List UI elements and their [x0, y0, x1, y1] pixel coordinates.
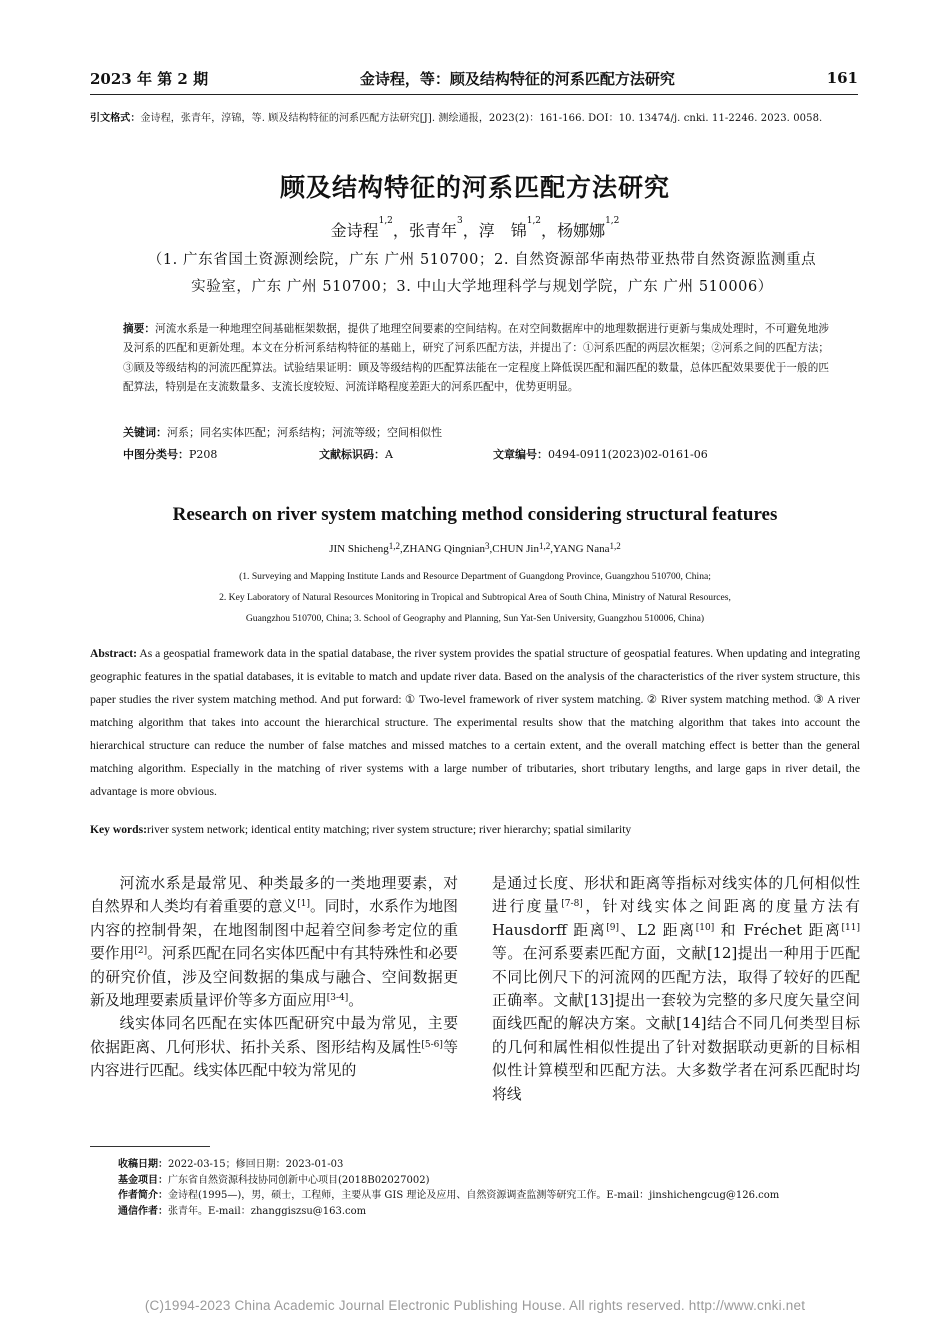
body-paragraph: 河流水系是最常见、种类最多的一类地理要素，对自然界和人类均有着重要的意义[1]。同时，水系作为地图内容的控制骨架，在地图制图中起着空间参考定位的重要作用[2]。河系匹配在同名实体匹配中有其特殊性和必要的研究价值，涉及空间数据的集成与融合、空间数据更新及地理要素质量评价等多方面应用[3-4]。: [90, 875, 458, 1010]
affiliation-chinese: [122, 247, 842, 301]
body-paragraph: 是通过长度、形状和距离等指标对线实体的几何相似性进行度量[7-8]，针对线实体之间距离的度量方法有 Hausdorff 距离[9]、L2 距离[10] 和 Fréchet 距离[11]等。在河系要素匹配方面，文献[12]提出一种用于匹配不同比例尺下的河流网的匹配方法，取得了较好的匹配正确率。文献[13]提出一套较为完整的多尺度矢量空间面线匹配的解决方案。文献[14]结合不同几何类型目标的几何和属性相似性提出了针对数据联动更新的目标相似性计算模型和匹配方法。大多数学者在河系匹配时均将线: [492, 875, 860, 1103]
citation-block: [90, 108, 860, 129]
author-cn: 金诗程$^{1,2}$，: [330, 216, 409, 240]
abstract-english: [90, 642, 860, 803]
title-english: Research on river system matching method considering structural features: [172, 504, 778, 525]
running-header: [90, 64, 858, 92]
footnote-item: 作者简介： 金诗程(1995—)，男，硕士，工程师，主要从事 GIS 理论及应用、自然资源调查监测等研究工作。E-mail：jinshichengcug@126.com: [118, 1190, 780, 1202]
clc-number: 中图分类号：P208: [123, 448, 218, 461]
affiliation-line: Guangzhou 510700, China; 3. School of Geography and Planning, Sun Yat-Sen University, Guangzhou 510006, China): [245, 613, 705, 624]
affiliation-line: 实验室，广东 广州 510700；3. 中山大学地理科学与规划学院，广东 广州 510006）: [191, 279, 773, 295]
citation-text: 金诗程，张青年，淳锦，等. 顾及结构特征的河系匹配方法研究[J]. 测绘通报，2023(2)：161-166. DOI：10. 13474/j. cnki. 11-2246. 2023. 0058.: [140, 113, 823, 124]
abstract-en-label: Abstract:: [90, 647, 138, 660]
authors-chinese: [0, 218, 950, 241]
page-number: 161: [826, 69, 858, 87]
running-title: 金诗程，等：顾及结构特征的河系匹配方法研究: [359, 69, 675, 88]
copyright-watermark: (C)1994-2023 China Academic Journal Electronic Publishing House. All rights reserved. http://www.cnki.net: [144, 1298, 806, 1313]
keywords-en-text: river system network; identical entity matching; river system structure; river hierarchy; spatial similarity: [147, 823, 632, 836]
body-column-right: [492, 872, 860, 1106]
abstract-cn-label: 摘要：: [123, 323, 156, 335]
keywords-cn-text: 河系；同名实体匹配；河系结构；河流等级；空间相似性: [167, 426, 442, 439]
author-en: YANG Nana$^{1,2}$: [553, 541, 621, 555]
footnotes: [118, 1157, 860, 1219]
author-cn: 杨娜娜$^{1,2}$: [557, 216, 620, 240]
header-rule: [90, 94, 858, 95]
footnote-item: 基金项目： 广东省自然资源科技协同创新中心项目(2018B02027002): [118, 1174, 430, 1186]
abstract-chinese: [123, 320, 829, 398]
author-en: ZHANG Qingnian$^3$,: [402, 541, 493, 555]
body-column-left: [90, 872, 458, 1083]
affiliation-line: （1. 广东省国土资源测绘院，广东 广州 510700；2. 自然资源部华南热带亚热带自然资源监测重点: [147, 252, 817, 268]
affiliation-line: 2. Key Laboratory of Natural Resources Monitoring in Tropical and Subtropical Area of South China, Ministry of Natural Resources,: [219, 592, 731, 603]
keywords-en-label: Key words:: [90, 823, 147, 836]
document-code: 文献标识码：A: [319, 448, 393, 461]
abstract-cn-text: 河流水系是一种地理空间基础框架数据，提供了地理空间要素的空间结构。在对空间数据库中的地理数据进行更新与集成处理时，不可避免地涉及河系的匹配和更新处理。本文在分析河系结构特征的基础上，研究了河系匹配方法，并提出了：①河系匹配的两层次框架；②河系之间的匹配方法；③顾及等级结构的河流匹配算法。试验结果证明：顾及等级结构的匹配算法能在一定程度上降低误匹配和漏匹配的数量，总体匹配效果要优于一般的匹配算法，特别是在支流数量多、支流长度较短、河流详略程度差距大的河系匹配中，优势更明显。: [123, 323, 830, 394]
footnote-item: 收稿日期： 2022-03-15；修回日期：2023-01-03: [118, 1159, 344, 1170]
affiliation-line: (1. Surveying and Mapping Institute Lands and Resource Department of Guangdong Province, Guangzhou 510700, China;: [239, 571, 711, 582]
author-cn: 淳 锦$^{1,2}$，: [478, 216, 558, 240]
abstract-en-text: As a geospatial framework data in the spatial database, the river system provides the spatial structure of geospatial features. When updating and integrating geographic features in the spatial databases, it is evitable to match and update river data. Based on the analysis of the characteristics of the river system structure, this paper studies the river system matching method. And put forward: ① Two-level framework of river system matching. ② River system matching method. ③ A river matching algorithm that takes into account the hierarchical structure. The experimental results show that the matching algorithm that takes into account the hierarchical structure can reduce the number of false matches and missed matches to a certain extent, and the overall matching effect is better than the general matching algorithm. Especially in the matching of river systems with a large number of tributaries, short tributary lengths, and large gaps in river detail, the advantage is more obvious.: [90, 647, 860, 798]
article-number: 文章编号：0494-0911(2023)02-0161-06: [493, 448, 708, 461]
keywords-english: [90, 823, 631, 836]
citation-label: 引文格式：: [90, 113, 141, 124]
issue-label: 2023 年 第 2 期: [90, 69, 209, 88]
author-cn: 张青年$^3$，: [408, 216, 479, 240]
title-chinese: 顾及结构特征的河系匹配方法研究: [279, 173, 670, 202]
affiliation-english: [130, 566, 820, 629]
author-en: CHUN Jin$^{1,2}$,: [492, 541, 553, 555]
body-paragraph: 线实体同名匹配在实体匹配研究中最为常见，主要依据距离、几何形状、拓扑关系、图形结构及属性[5-6]等内容进行匹配。线实体匹配中较为常见的: [90, 1015, 458, 1080]
footnote-item: 通信作者： 张青年。E-mail：zhanggiszsu@163.com: [118, 1205, 367, 1217]
keywords-cn-label: 关键词：: [123, 426, 167, 439]
author-en: JIN Shicheng$^{1,2}$,: [329, 541, 403, 555]
keywords-chinese: [123, 424, 442, 440]
footnote-rule: [90, 1146, 210, 1147]
authors-english: [0, 543, 950, 555]
